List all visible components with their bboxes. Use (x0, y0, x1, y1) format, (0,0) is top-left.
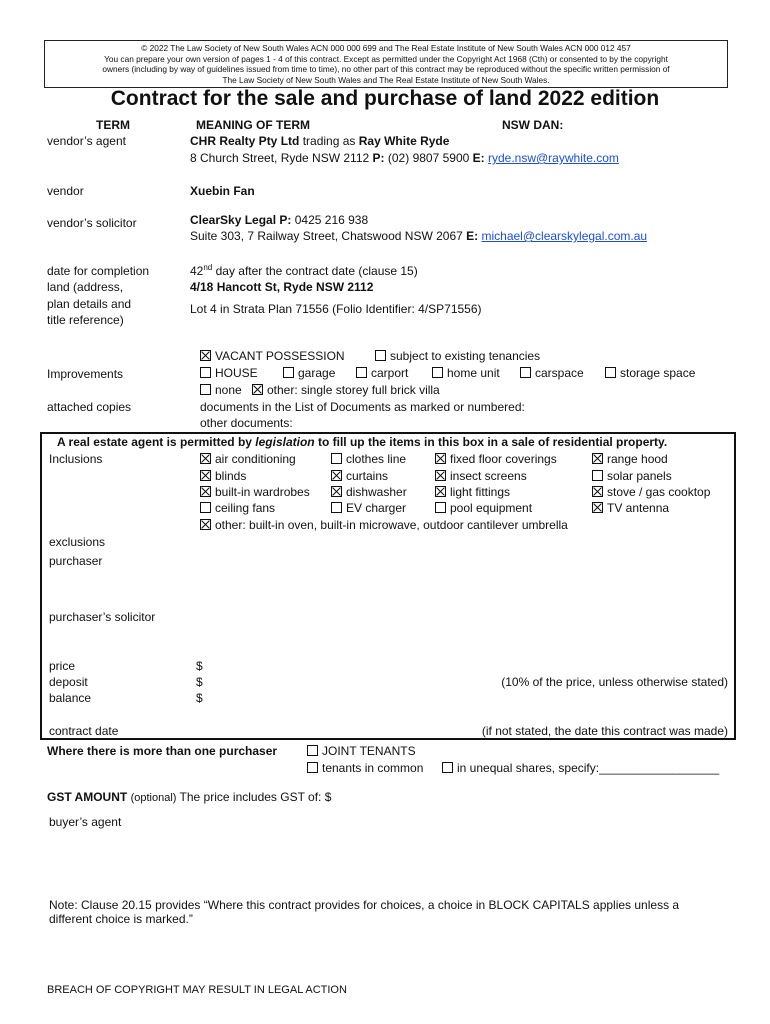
blinds-label: blinds (215, 469, 247, 483)
range-hood-label: range hood (607, 452, 668, 466)
land-plan: Lot 4 in Strata Plan 71556 (Folio Identifier: 4/SP71556) (190, 302, 482, 316)
vendors-agent-line1 (190, 134, 449, 148)
deposit-label: deposit (49, 675, 88, 689)
carspace-option[interactable] (520, 366, 584, 380)
legislation-heading-em: legislation (255, 435, 315, 449)
pool-equipment-checkbox[interactable] (435, 502, 446, 513)
multiple-purchasers-label: Where there is more than one purchaser (47, 744, 278, 758)
land-label-2: plan details and (47, 297, 132, 311)
stove-checkbox[interactable] (592, 486, 603, 497)
copyright-notice-box (44, 40, 728, 88)
carport-option[interactable] (356, 366, 408, 380)
air-conditioning-label: air conditioning (215, 452, 296, 466)
solicitor-address: Suite 303, 7 Railway Street, Chatswood NSW 2067 (190, 229, 463, 243)
blinds-option[interactable] (200, 469, 246, 483)
tv-antenna-checkbox[interactable] (592, 502, 603, 513)
vendor-label: vendor (47, 184, 84, 198)
price-label: price (49, 659, 76, 673)
land-address: 4/18 Hancott St, Ryde NSW 2112 (190, 280, 374, 294)
exclusions-label: exclusions (49, 535, 106, 549)
none-label: none (215, 383, 242, 397)
carport-checkbox[interactable] (356, 367, 367, 378)
range-hood-checkbox[interactable] (592, 453, 603, 464)
ev-charger-option[interactable] (331, 501, 406, 515)
fixed-floor-option[interactable] (435, 452, 557, 466)
range-hood-option[interactable] (592, 452, 668, 466)
note-line-2: different choice is marked.” (49, 912, 193, 926)
solicitor-line1 (190, 213, 368, 227)
wardrobes-option[interactable] (200, 485, 310, 499)
solicitor-phone: 0425 216 938 (294, 213, 369, 227)
balance-currency: $ (196, 691, 203, 705)
copyright-line-2: You can prepare your own version of pages 1 - 4 of this contract. Except as permitted under the Copyright Act 1968 (Cth) or consented to by the copyright (104, 53, 668, 64)
unequal-shares-option[interactable] (442, 761, 719, 775)
completion-day-number: 42 (190, 264, 204, 278)
dishwasher-label: dishwasher (346, 485, 407, 499)
pool-equipment-label: pool equipment (450, 501, 533, 515)
land-label-1: land (address, (47, 280, 124, 294)
ceiling-fans-label: ceiling fans (215, 501, 276, 515)
wardrobes-checkbox[interactable] (200, 486, 211, 497)
header-nsw-dan: NSW DAN: (502, 118, 564, 132)
dishwasher-checkbox[interactable] (331, 486, 342, 497)
other-improvement-option[interactable] (252, 383, 440, 397)
header-meaning: MEANING OF TERM (196, 118, 310, 132)
other-inclusions-option[interactable] (200, 518, 568, 532)
storage-option[interactable] (605, 366, 695, 380)
joint-tenants-checkbox[interactable] (307, 745, 318, 756)
legislation-heading (57, 435, 667, 449)
storage-label: storage space (620, 366, 696, 380)
tenancies-checkbox[interactable] (375, 350, 386, 361)
vacant-possession-option[interactable] (200, 349, 345, 363)
carport-label: carport (371, 366, 409, 380)
tenants-in-common-option[interactable] (307, 761, 423, 775)
none-option[interactable] (200, 383, 242, 397)
air-conditioning-option[interactable] (200, 452, 296, 466)
insect-screens-label: insect screens (450, 469, 527, 483)
stove-option[interactable] (592, 485, 710, 499)
tv-antenna-label: TV antenna (607, 501, 670, 515)
agent-email-link[interactable]: ryde.nsw@raywhite.com (487, 151, 619, 165)
other-inclusions-checkbox[interactable] (200, 519, 211, 530)
agent-phone: (02) 9807 5900 (387, 151, 470, 165)
blinds-checkbox[interactable] (200, 470, 211, 481)
vendors-solicitor-label: vendor’s solicitor (47, 216, 137, 230)
curtains-label: curtains (346, 469, 389, 483)
copyright-warning-footer: BREACH OF COPYRIGHT MAY RESULT IN LEGAL ACTION (47, 984, 347, 996)
vendors-agent-label: vendor’s agent (47, 134, 126, 148)
copyright-line-1: © 2022 The Law Society of New South Wales ACN 000 000 699 and The Real Estate Institute of New South Wales ACN 000 012 457 (141, 43, 631, 53)
agent-phone-label: P: (372, 151, 385, 165)
gst-optional: (optional) (130, 792, 177, 804)
solar-panels-label: solar panels (607, 469, 672, 483)
air-conditioning-checkbox[interactable] (200, 453, 211, 464)
copyright-line-3: owners (including by way of guidelines issued from time to time), no other part of this contract may be reproduced without the specific written permission of (102, 64, 670, 74)
fixed-floor-label: fixed floor coverings (450, 452, 557, 466)
light-fittings-checkbox[interactable] (435, 486, 446, 497)
home-unit-checkbox[interactable] (432, 367, 443, 378)
gst-label: GST AMOUNT (47, 790, 128, 804)
tenants-in-common-checkbox[interactable] (307, 762, 318, 773)
vacant-possession-label: VACANT POSSESSION (215, 349, 345, 363)
fixed-floor-checkbox[interactable] (435, 453, 446, 464)
price-currency: $ (196, 659, 203, 673)
home-unit-label: home unit (447, 366, 500, 380)
ceiling-fans-option[interactable] (200, 501, 275, 515)
joint-tenants-option[interactable] (307, 744, 416, 758)
home-unit-option[interactable] (432, 366, 500, 380)
solar-panels-checkbox[interactable] (592, 470, 603, 481)
agent-brand: Ray White Ryde (358, 134, 450, 148)
unequal-shares-label: in unequal shares, specify:__________________ (457, 761, 720, 775)
gst-text: The price includes GST of: $ (179, 790, 332, 804)
wardrobes-label: built-in wardrobes (215, 485, 310, 499)
tenants-in-common-label: tenants in common (322, 761, 424, 775)
solar-panels-option[interactable] (592, 469, 672, 483)
completion-text: day after the contract date (clause 15) (215, 264, 418, 278)
garage-checkbox[interactable] (283, 367, 294, 378)
completion-day-suffix: nd (203, 263, 213, 272)
agent-company: CHR Realty Pty Ltd (190, 134, 300, 148)
buyers-agent-label: buyer’s agent (49, 815, 122, 829)
ceiling-fans-checkbox[interactable] (200, 502, 211, 513)
none-checkbox[interactable] (200, 384, 211, 395)
deposit-currency: $ (196, 675, 203, 689)
agent-trading-as: trading as (302, 134, 356, 148)
completion-value (190, 263, 418, 278)
vendor-name: Xuebin Fan (190, 184, 255, 198)
contract-date-note: (if not stated, the date this contract was made) (481, 724, 728, 738)
storage-checkbox[interactable] (605, 367, 616, 378)
legislation-heading-pre: A real estate agent is permitted by (57, 435, 252, 449)
insect-screens-checkbox[interactable] (435, 470, 446, 481)
dishwasher-option[interactable] (331, 485, 407, 499)
clothes-line-label: clothes line (346, 452, 407, 466)
vendors-agent-line2 (190, 151, 619, 165)
balance-label: balance (49, 691, 92, 705)
insect-screens-option[interactable] (435, 469, 527, 483)
contract-date-label: contract date (49, 724, 119, 738)
unequal-shares-checkbox[interactable] (442, 762, 453, 773)
other-inclusions-label: other: built-in oven, built-in microwave, outdoor cantilever umbrella (215, 518, 568, 532)
house-checkbox[interactable] (200, 367, 211, 378)
curtains-checkbox[interactable] (331, 470, 342, 481)
other-improvement-label: other: single storey full brick villa (267, 383, 440, 397)
tenancies-label: subject to existing tenancies (390, 349, 541, 363)
land-label-3: title reference) (47, 313, 124, 327)
deposit-note: (10% of the price, unless otherwise stated) (501, 675, 728, 689)
agent-address: 8 Church Street, Ryde NSW 2112 (190, 151, 370, 165)
curtains-option[interactable] (331, 469, 388, 483)
solicitor-firm: ClearSky Legal (190, 213, 277, 227)
joint-tenants-label: JOINT TENANTS (322, 744, 416, 758)
attached-copies-text-1: documents in the List of Documents as marked or numbered: (200, 400, 525, 414)
attached-copies-text-2: other documents: (200, 416, 293, 430)
light-fittings-option[interactable] (435, 485, 510, 499)
purchasers-solicitor-label: purchaser’s solicitor (49, 610, 156, 624)
inclusions-label: Inclusions (49, 452, 103, 466)
solicitor-email-label: E: (466, 229, 479, 243)
note-line-1: Note: Clause 20.15 provides “Where this contract provides for choices, a choice in BLOCK CAPITALS applies unless a (49, 898, 680, 912)
solicitor-email-link[interactable]: michael@clearskylegal.com.au (481, 229, 648, 243)
tv-antenna-option[interactable] (592, 501, 669, 515)
other-improvement-checkbox[interactable] (252, 384, 263, 395)
carspace-checkbox[interactable] (520, 367, 531, 378)
tenancies-option[interactable] (375, 349, 540, 363)
clothes-line-checkbox[interactable] (331, 453, 342, 464)
solicitor-phone-label: P: (279, 213, 292, 227)
stove-label: stove / gas cooktop (607, 485, 711, 499)
completion-label: date for completion (47, 264, 150, 278)
house-label: HOUSE (215, 366, 258, 380)
purchaser-label: purchaser (49, 554, 103, 568)
legislation-heading-post: to fill up the items in this box in a sale of residential property. (317, 435, 668, 449)
gst-row (47, 790, 331, 804)
copyright-line-4: The Law Society of New South Wales and The Real Estate Institute of New South Wales. (222, 74, 550, 85)
agent-email-label: E: (472, 151, 485, 165)
pool-equipment-option[interactable] (435, 501, 532, 515)
garage-label: garage (298, 366, 336, 380)
garage-option[interactable] (283, 366, 335, 380)
solicitor-line2 (190, 229, 647, 243)
vacant-possession-checkbox[interactable] (200, 350, 211, 361)
clothes-line-option[interactable] (331, 452, 406, 466)
header-term: TERM (96, 118, 130, 132)
improvements-label: Improvements (47, 367, 124, 381)
light-fittings-label: light fittings (450, 485, 511, 499)
page-title: Contract for the sale and purchase of land 2022 edition (110, 87, 660, 110)
house-option[interactable] (200, 366, 258, 380)
attached-copies-label: attached copies (47, 400, 132, 414)
ev-charger-checkbox[interactable] (331, 502, 342, 513)
carspace-label: carspace (535, 366, 584, 380)
ev-charger-label: EV charger (346, 501, 407, 515)
